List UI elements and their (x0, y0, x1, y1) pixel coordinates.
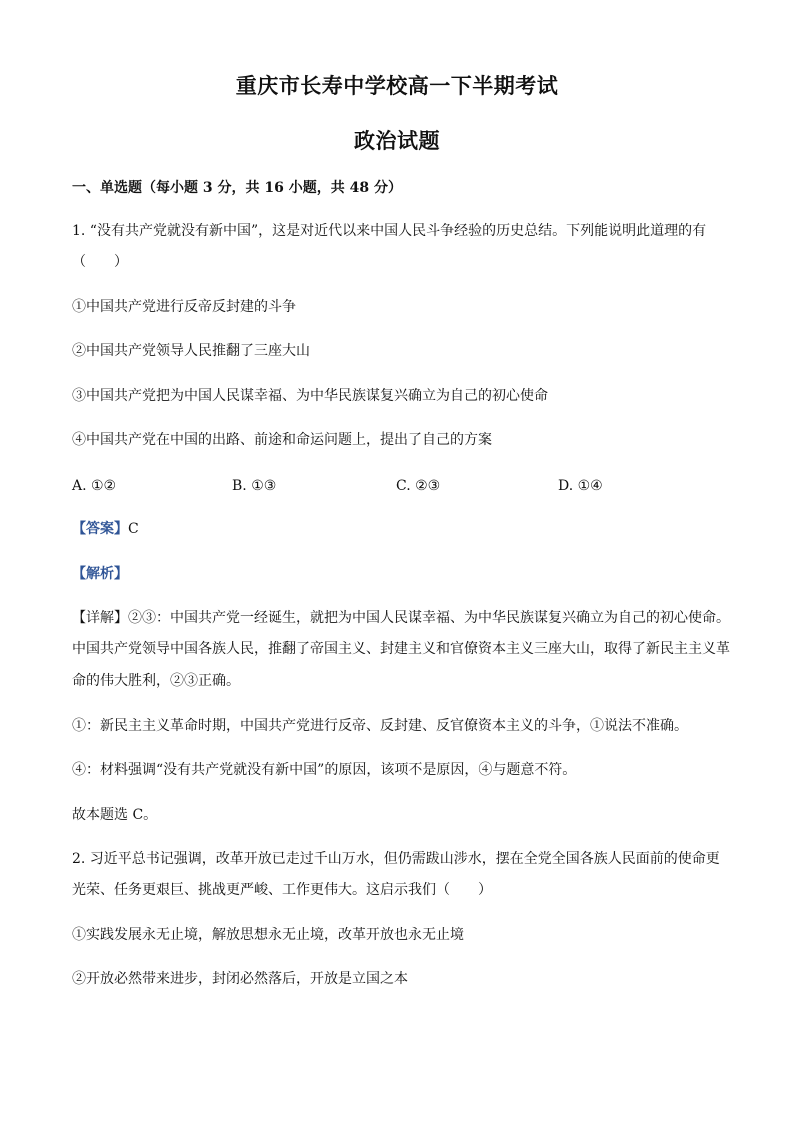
q1-stem-line-2: （ ） (72, 254, 128, 270)
q2-stem-line-2: 光荣、任务更艰巨、挑战更严峻、工作更伟大。这启示我们（ ） (72, 882, 492, 898)
q1-option-a: A. ①② (72, 478, 117, 494)
detail-tag: 【详解】 (72, 610, 128, 626)
q2-item-2: ②开放必然带来进步，封闭必然落后，开放是立国之本 (72, 971, 408, 987)
q1-stem-line-1: 1. “没有共产党就没有新中国”，这是对近代以来中国人民斗争经验的历史总结。下列能说明此道理的有 (72, 223, 707, 239)
q1-analysis (72, 564, 128, 584)
section-heading: 一、单选题（每小题 3 分，共 16 小题，共 48 分） (72, 180, 402, 196)
document-subtitle: 政治试题 (354, 128, 440, 153)
q1-item-1: ①中国共产党进行反帝反封建的斗争 (72, 299, 296, 315)
q1-conclusion: 故本题选 C。 (72, 807, 158, 823)
q1-option-d: D. ①④ (558, 478, 603, 494)
q2-item-1: ①实践发展永无止境，解放思想永无止境，改革开放也永无止境 (72, 927, 464, 943)
q1-detail-line-2: 中国共产党领导中国各族人民，推翻了帝国主义、封建主义和官僚资本主义三座大山，取得了新民主主义革 (72, 641, 730, 657)
q1-item-3: ③中国共产党把为中国人民谋幸福、为中华民族谋复兴确立为自己的初心使命 (72, 388, 548, 404)
answer-tag: 【答案】 (72, 521, 128, 537)
q1-detail-line-1 (72, 608, 730, 628)
document-title: 重庆市长寿中学校高一下半期考试 (235, 73, 559, 98)
q1-detail-line-3: 命的伟大胜利，②③正确。 (72, 673, 240, 689)
answer-value: C (128, 521, 139, 537)
q2-stem-line-1: 2. 习近平总书记强调，改革开放已走过千山万水，但仍需跋山涉水，摆在全党全国各族人民面前的使命更 (72, 851, 720, 867)
q1-answer (72, 519, 139, 539)
detail-text-1: ②③：中国共产党一经诞生，就把为中国人民谋幸福、为中华民族谋复兴确立为自己的初心使命。 (128, 610, 730, 626)
q1-item-4: ④中国共产党在中国的出路、前途和命运问题上，提出了自己的方案 (72, 432, 492, 448)
q1-item-2: ②中国共产党领导人民推翻了三座大山 (72, 343, 310, 359)
analysis-tag: 【解析】 (72, 566, 128, 582)
q1-option-c: C. ②③ (396, 478, 441, 494)
q1-option-b: B. ①③ (232, 478, 277, 494)
q1-detail-line-4: ①：新民主主义革命时期，中国共产党进行反帝、反封建、反官僚资本主义的斗争，①说法不准确。 (72, 718, 688, 734)
q1-detail-line-5: ④：材料强调“没有共产党就没有新中国”的原因，该项不是原因，④与题意不符。 (72, 762, 577, 778)
